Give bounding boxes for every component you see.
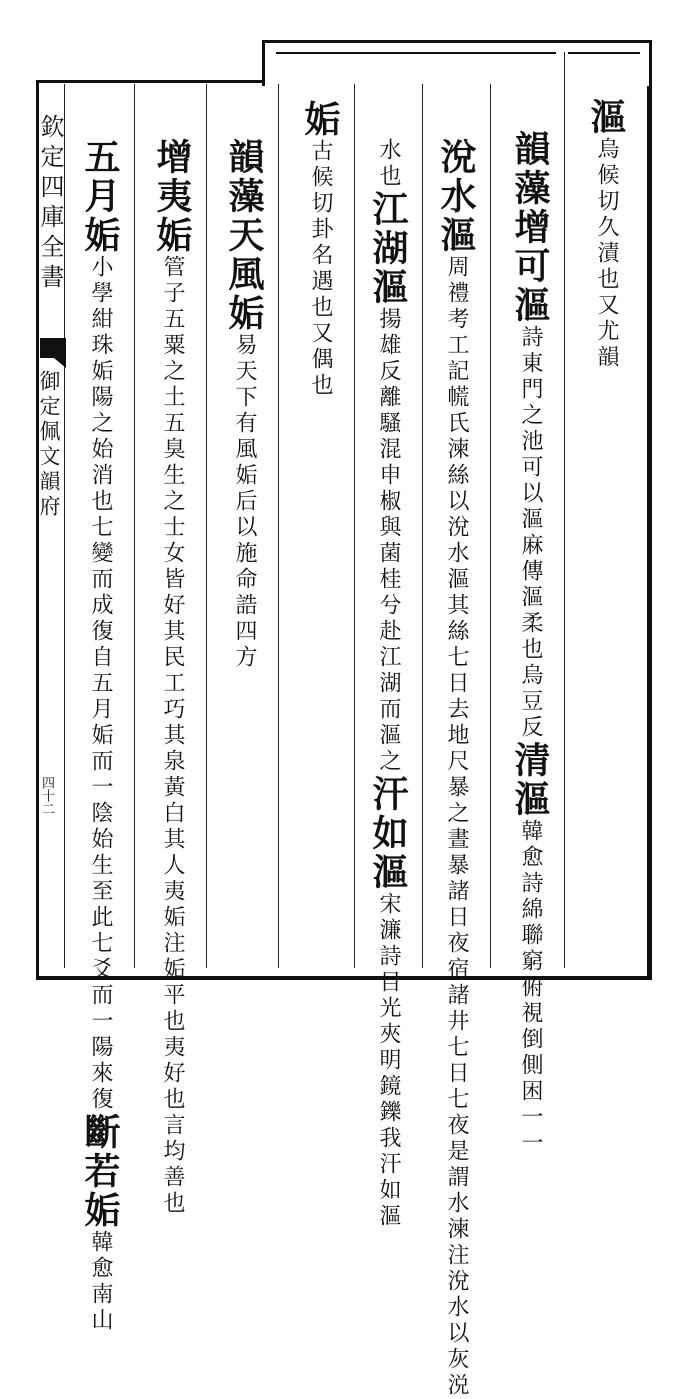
column-divider [64,84,65,968]
phrase-entry: 汗如漚 [367,775,409,892]
column-divider [206,84,207,968]
phrase-entry: 江湖漚 [367,190,409,307]
section-heading: 韻藻增 [509,130,551,247]
phrase-entry: 涗水漚 [435,138,477,255]
header-inner-rule [276,52,556,54]
annotation: 揚雄反離騷混申椒與菌桂兮赴江湖而漚之 [376,307,401,775]
annotation: 詩東門之池可以漚麻傳漚柔也烏豆反 [518,325,543,741]
phrase-entry: 斷若姤 [79,1113,121,1230]
annotation: 韓愈南山 [88,1230,113,1334]
column-divider [278,84,279,968]
column-8 [68,100,134,1334]
header-inner-rule-right [568,52,640,54]
column-divider [134,84,135,968]
column-6 [210,100,278,671]
fish-tail-mark [40,338,66,358]
headword: 漚 [585,98,627,137]
annotation: 烏候切久漬也又尤韻 [594,137,619,371]
phrase-entry: 清漚 [509,741,551,819]
column-5 [282,62,354,399]
column-divider [422,84,423,968]
headword: 姤 [299,100,341,139]
volume-title: 御定佩文韻府 [37,370,61,520]
column-2 [496,92,564,1157]
column-3 [426,100,490,1399]
annotation: 管子五粟之土五臭生之士女皆好其民工巧其泉黃白其人夷姤注姤平也夷好也言均善也 [160,255,185,1217]
column-divider [564,52,565,968]
column-1 [568,60,640,380]
annotation: 水也 [376,138,401,190]
annotation: 韓愈詩綿聯窮俯視倒側困一一 [518,819,543,1157]
annotation: 周禮考工記㡛氏湅絲以涗水漚其絲七日去地尺暴之晝暴諸日夜宿諸井七日七夜是謂水湅注涗水以灰涚 [444,255,469,1399]
annotation: 易天下有風姤后以施命誥四方 [232,333,257,671]
book-title: 欽定四庫全書 [36,114,64,294]
column-divider [354,84,355,968]
column-divider [490,84,491,968]
column-7 [138,100,206,1217]
annotation: 小學紺珠姤陽之始消也七變而成復自五月姤而一陰始生至此七爻而一陽來復 [88,255,113,1113]
section-heading: 韻藻天風姤 [223,138,265,333]
column-4 [358,100,422,1230]
annotation: 古候切卦名遇也又偶也 [308,139,333,399]
page-number: 四十二 [39,776,54,815]
phrase-entry: 五月姤 [79,138,121,255]
annotation: 宋濂詩目光夾明鏡鑠我汗如漚 [376,892,401,1230]
phrase-entry: 可漚 [509,247,551,325]
section-heading: 增夷姤 [151,138,193,255]
